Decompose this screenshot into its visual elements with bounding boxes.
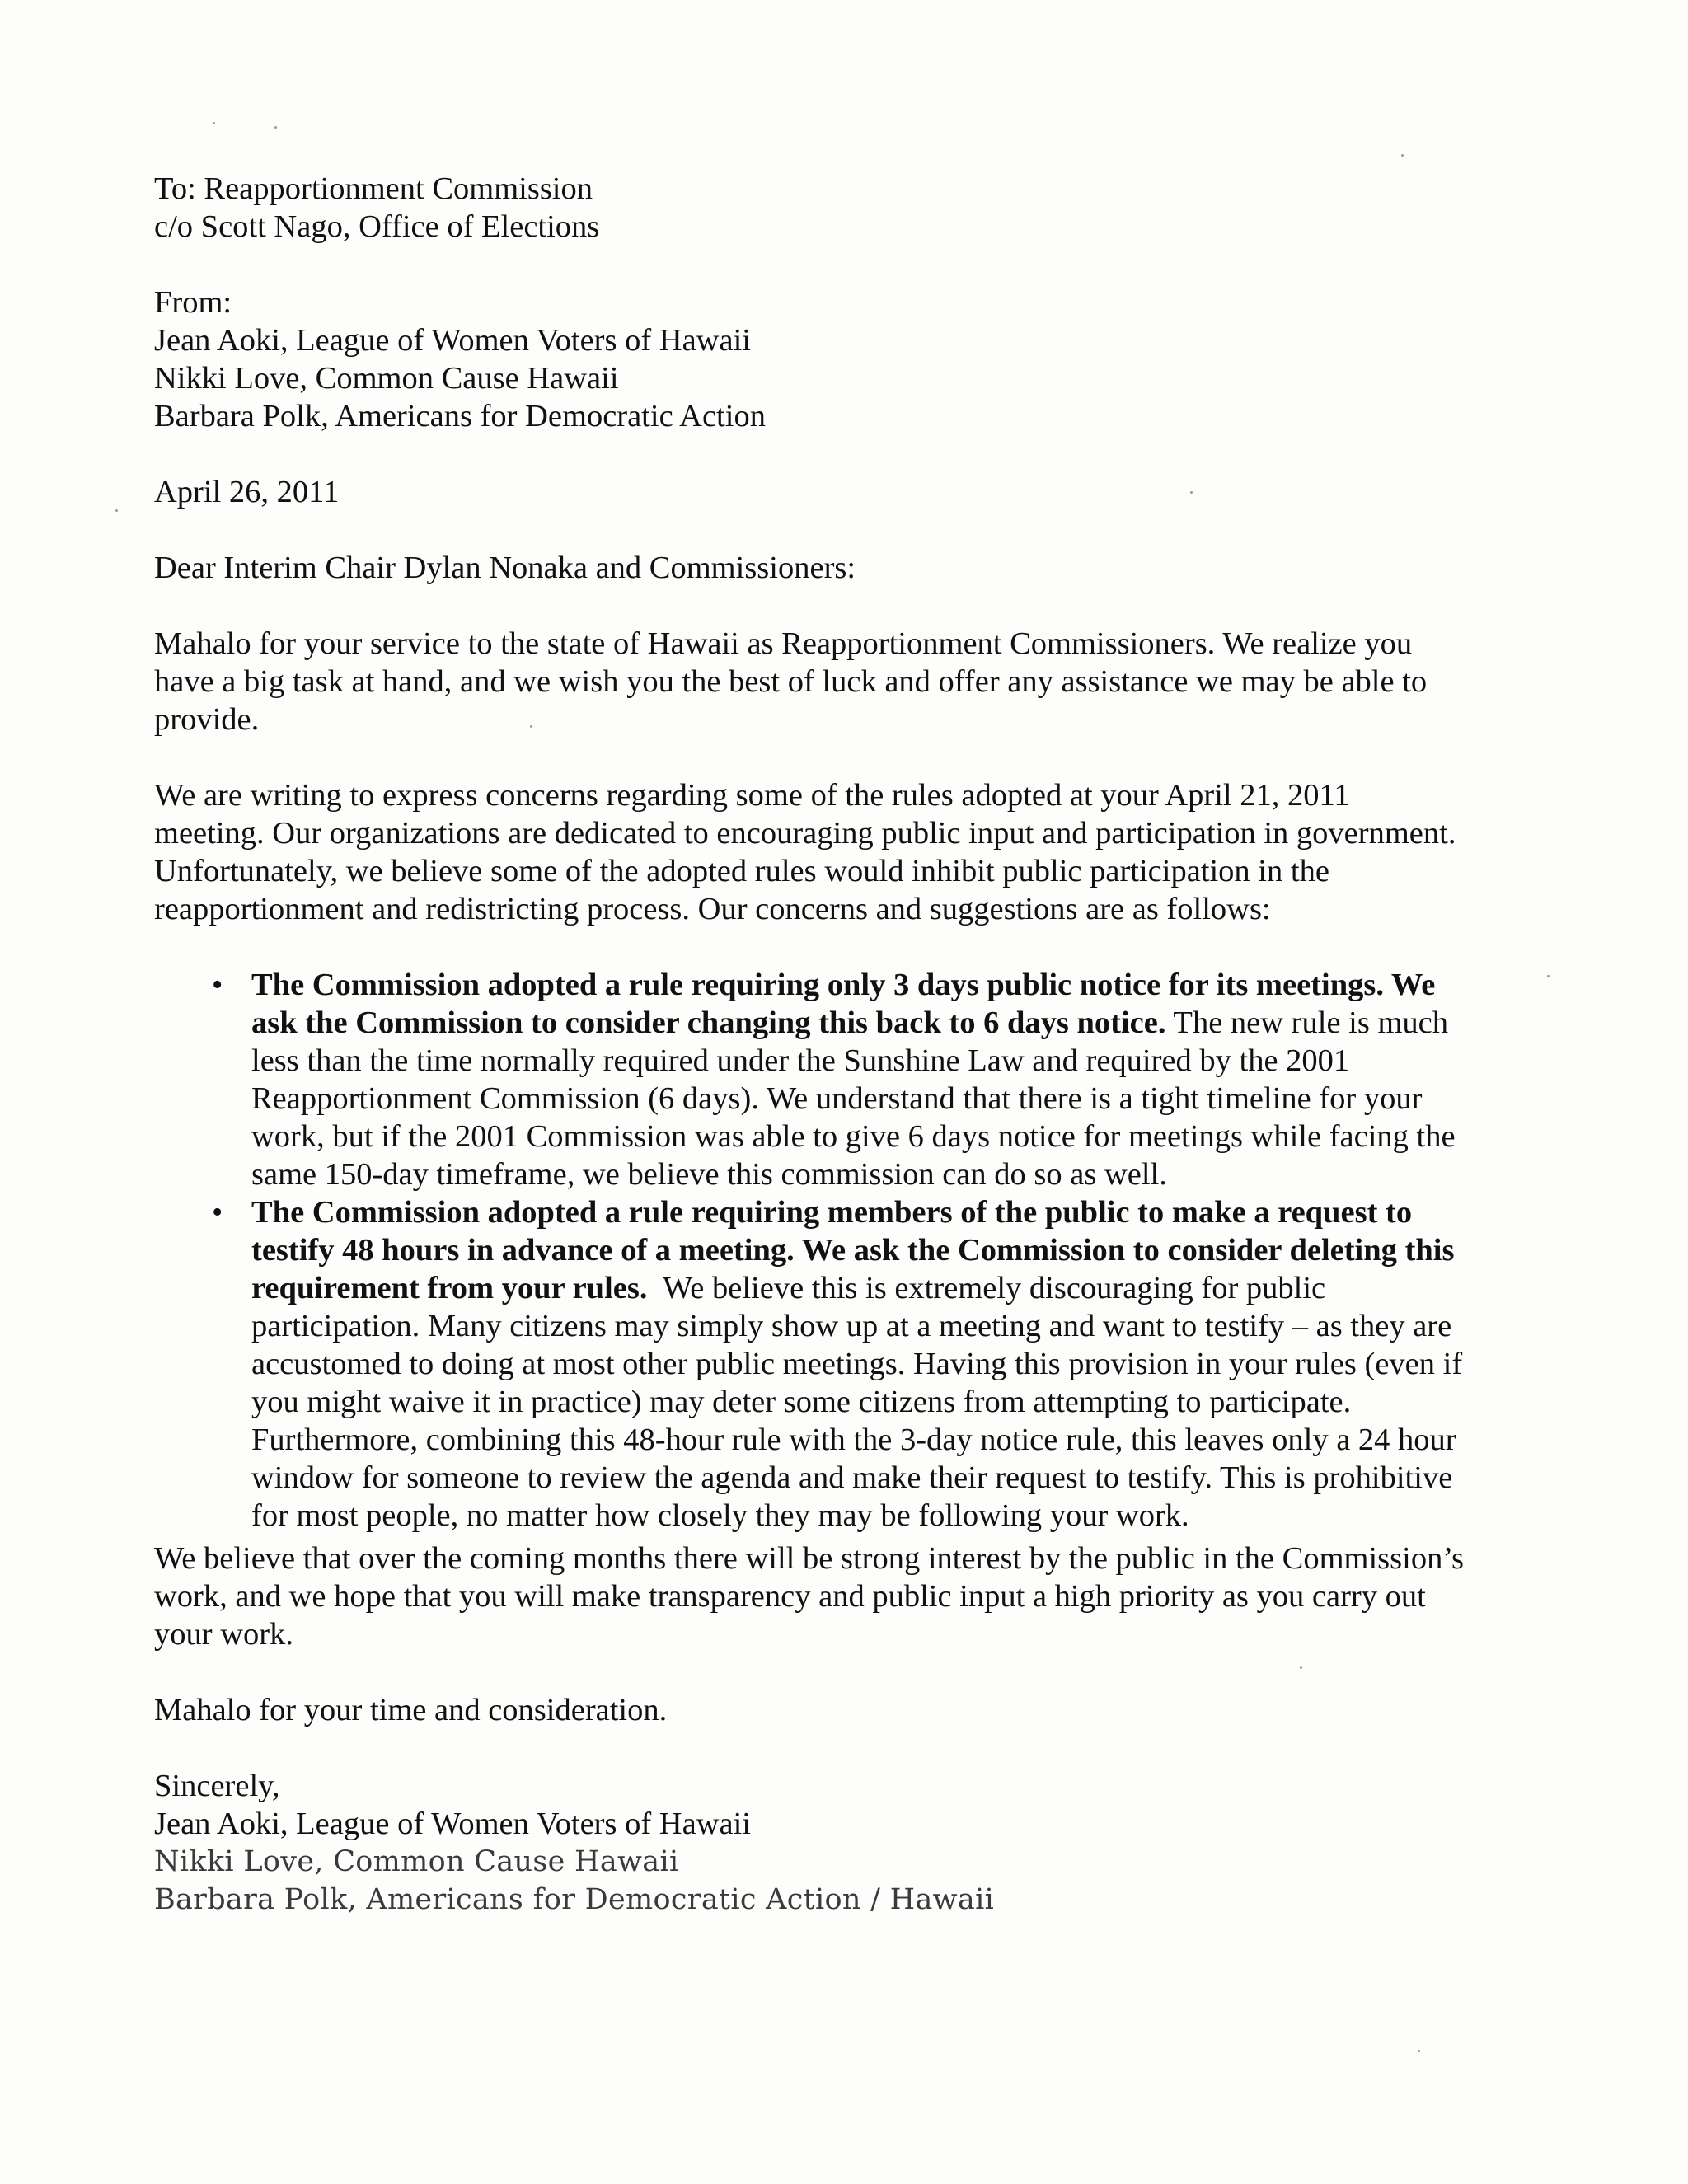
paragraph-line: have a big task at hand, and we wish you the best of luck and offer any assistance we may be able to xyxy=(154,664,1428,699)
concerns-paragraph xyxy=(154,776,1539,928)
closing-paragraph xyxy=(154,1540,1539,1653)
scan-speck xyxy=(274,126,277,129)
scan-speck xyxy=(115,509,118,512)
bullet-mark: • xyxy=(212,1195,223,1230)
intro-paragraph xyxy=(154,625,1539,738)
concern-line: Furthermore, combining this 48-hour rule with the 3-day notice rule, this leaves only a 24 hour xyxy=(251,1422,1456,1457)
concern-text: We believe this is extremely discouraging for public xyxy=(647,1271,1326,1305)
signature-line: Jean Aoki, League of Women Voters of Hawaii xyxy=(154,1807,751,1841)
to-line: To: Reapportionment Commission xyxy=(154,171,593,206)
signoff: Sincerely, xyxy=(154,1769,280,1803)
from-label: From: xyxy=(154,285,232,320)
paragraph-line: work, and we hope that you will make transparency and public input a high priority as you carry out xyxy=(154,1579,1426,1614)
paragraph-line: provide. xyxy=(154,702,260,737)
letter-date: April 26, 2011 xyxy=(154,475,340,509)
spacer xyxy=(154,246,1539,284)
spacer xyxy=(154,1729,1539,1767)
concern-line: less than the time normally required under the Sunshine Law and required by the 2001 xyxy=(251,1043,1350,1078)
concerns-list xyxy=(154,966,1539,1535)
concern-item-notice xyxy=(154,966,1539,1193)
salutation: Dear Interim Chair Dylan Nonaka and Commissioners: xyxy=(154,551,856,585)
paragraph-line: Unfortunately, we believe some of the adopted rules would inhibit public participation in the xyxy=(154,854,1329,888)
spacer xyxy=(154,928,1539,966)
spacer xyxy=(154,511,1539,549)
concern-request: ask the Commission to consider changing this back to 6 days notice. xyxy=(251,1005,1166,1040)
concern-line: participation. Many citizens may simply show up at a meeting and want to testify – as they are xyxy=(251,1309,1452,1343)
scan-speck xyxy=(1418,2050,1420,2052)
sender-line: Jean Aoki, League of Women Voters of Hawaii xyxy=(154,323,751,358)
paragraph-line: reapportionment and redistricting process. Our concerns and suggestions are as follows: xyxy=(154,892,1271,926)
scan-speck xyxy=(1401,154,1404,157)
spacer xyxy=(154,435,1539,473)
concern-line: window for someone to review the agenda and make their request to testify. This is prohibitive xyxy=(251,1460,1453,1495)
sender-line: Nikki Love, Common Cause Hawaii xyxy=(154,361,619,396)
concern-line: same 150-day timeframe, we believe this commission can do so as well. xyxy=(251,1157,1167,1192)
spacer xyxy=(154,587,1539,625)
concern-line: you might waive it in practice) may deter some citizens from attempting to participate. xyxy=(251,1385,1352,1419)
signature-line: Barbara Polk, Americans for Democratic Action / Hawaii xyxy=(154,1883,995,1916)
paragraph-line: meeting. Our organizations are dedicated to encouraging public input and participation in government. xyxy=(154,816,1456,851)
scan-speck xyxy=(1547,975,1550,977)
care-of-line: c/o Scott Nago, Office of Elections xyxy=(154,209,600,244)
concern-line: accustomed to doing at most other public meetings. Having this provision in your rules (even if xyxy=(251,1347,1463,1381)
thanks-line: Mahalo for your time and consideration. xyxy=(154,1693,668,1727)
concern-line xyxy=(251,1269,1539,1307)
concern-headline: testify 48 hours in advance of a meeting. We ask the Commission to consider deleting this xyxy=(251,1233,1455,1268)
letter-body xyxy=(154,170,1539,1919)
concern-headline: The Commission adopted a rule requiring only 3 days public notice for its meetings. We xyxy=(251,968,1436,1002)
paragraph-line: We are writing to express concerns regarding some of the rules adopted at your April 21, 2011 xyxy=(154,778,1350,813)
concern-line: work, but if the 2001 Commission was able to give 6 days notice for meetings while facing the xyxy=(251,1119,1456,1154)
paragraph-line: your work. xyxy=(154,1617,293,1652)
concern-line: for most people, no matter how closely they may be following your work. xyxy=(251,1498,1189,1533)
concern-text: The new rule is much xyxy=(1165,1005,1448,1040)
spacer xyxy=(154,1653,1539,1691)
sender-block xyxy=(154,284,1539,435)
concern-request: requirement from your rules. xyxy=(251,1271,648,1305)
scan-speck xyxy=(213,122,215,124)
sender-line: Barbara Polk, Americans for Democratic Action xyxy=(154,399,766,434)
concern-headline: The Commission adopted a rule requiring members of the public to make a request to xyxy=(251,1195,1413,1230)
signature-block xyxy=(154,1767,1539,1919)
concern-line: Reapportionment Commission (6 days). We understand that there is a tight timeline for your xyxy=(251,1081,1423,1116)
signature-line: Nikki Love, Common Cause Hawaii xyxy=(154,1845,679,1878)
recipient-block xyxy=(154,170,1539,246)
paragraph-line: We believe that over the coming months there will be strong interest by the public in the Commission’s xyxy=(154,1541,1465,1576)
spacer xyxy=(154,738,1539,776)
concern-line xyxy=(251,1004,1539,1042)
paragraph-line: Mahalo for your service to the state of Hawaii as Reapportionment Commissioners. We realize you xyxy=(154,626,1413,661)
bullet-mark: • xyxy=(212,968,223,1002)
concern-item-testimony xyxy=(154,1193,1539,1535)
